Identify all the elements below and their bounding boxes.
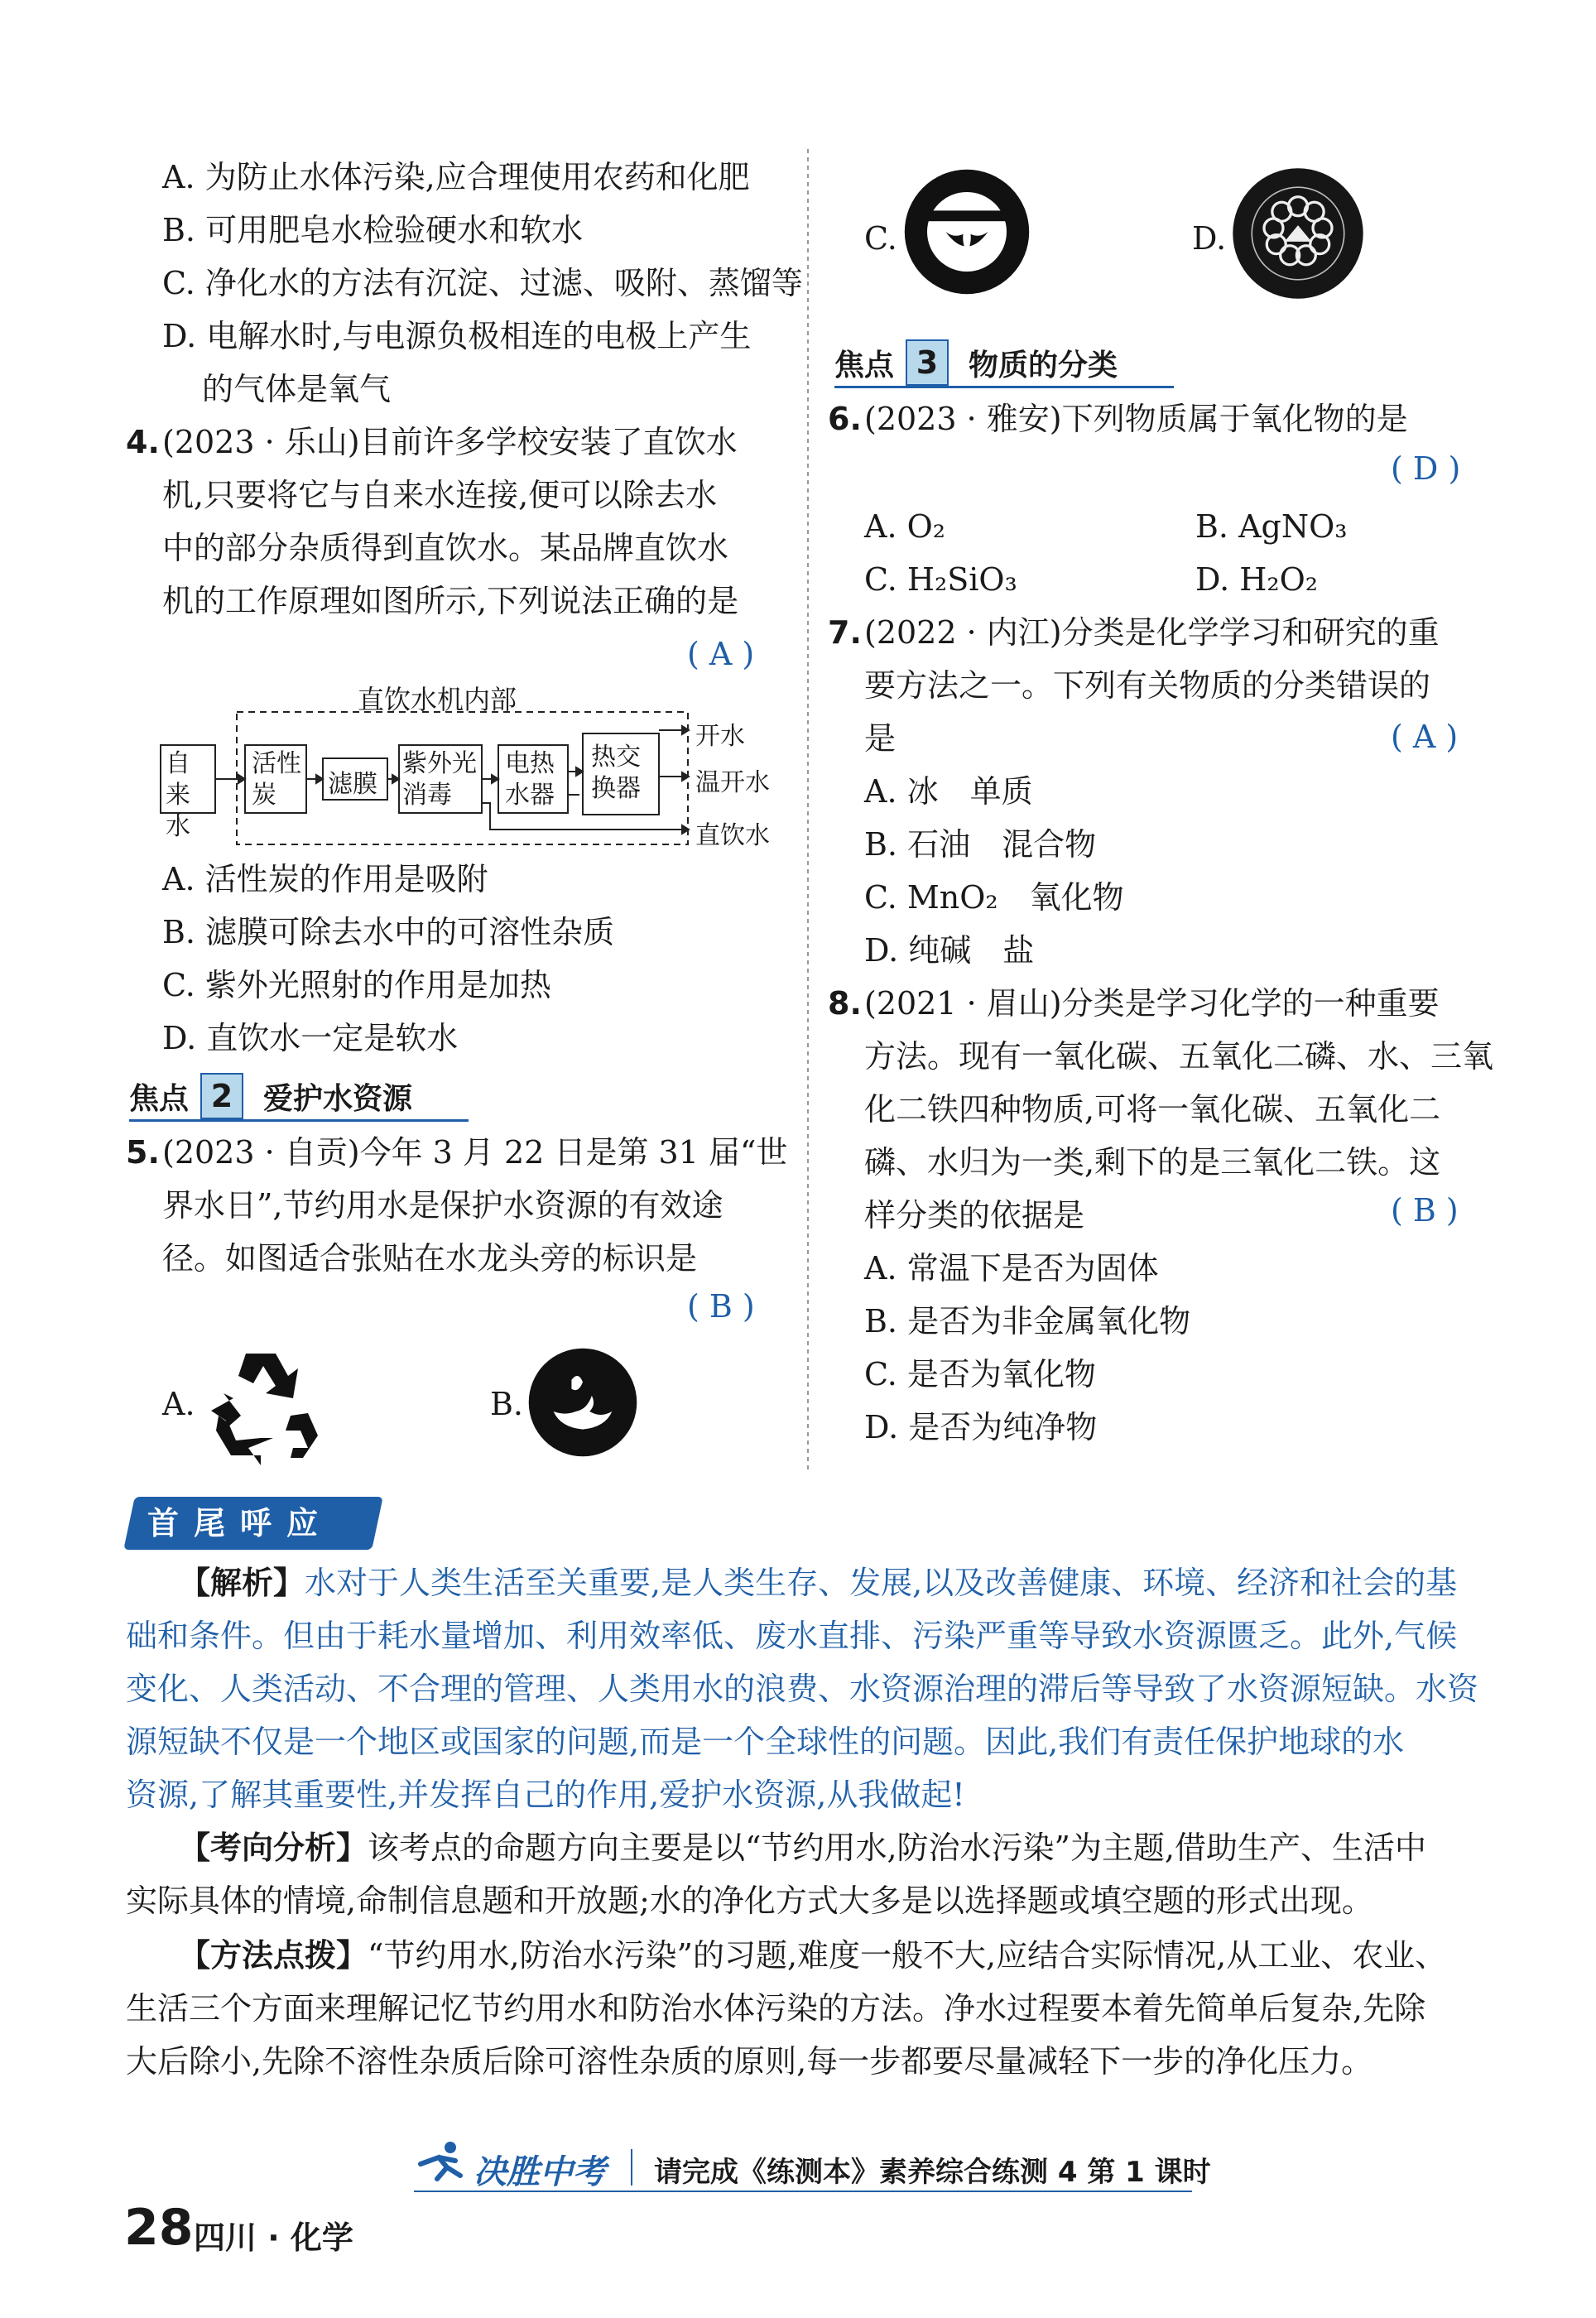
q6-option-b: B. AgNO₃ (1195, 508, 1348, 545)
q5-option-c-label: C. (864, 220, 897, 257)
q6-option-c: C. H₂SiO₃ (864, 561, 1017, 598)
diagram-output-boiling: 开水 (695, 722, 745, 751)
q6-answer: ( D ) (1391, 450, 1461, 487)
q8-answer: ( B ) (1391, 1192, 1459, 1229)
analysis-line-4: 源短缺不仅是一个地区或国家的问题,而是一个全球性的问题。因此,我们有责任保护地球的水 (126, 1724, 1405, 1760)
q3-option-d-cont: 的气体是氧气 (202, 371, 392, 407)
method-line-1: “节约用水,防治水污染”的习题,难度一般不大,应结合实际情况,从工业、农业、 (368, 1937, 1447, 1974)
analysis-line-2: 础和条件。但由于耗水量增加、利用效率低、废水直排、污染严重等导致水资源匮乏。此外,气候 (126, 1618, 1458, 1654)
footer-separator (631, 2149, 632, 2186)
q8-option-c: C. 是否为氧化物 (864, 1356, 1096, 1392)
q5-option-d-label: D. (1192, 220, 1227, 257)
method-line-3: 大后除小,先除不溶性杂质后除可溶性杂质的原则,每一步都要尽量减轻下一步的净化压力。 (126, 2043, 1373, 2080)
focus-3-underline (834, 386, 1174, 388)
q7-option-c: C. MnO₂ 氧化物 (864, 879, 1124, 916)
exam-line-2: 实际具体的情境,命制信息题和开放题;水的净化方式大多是以选择题或填空题的形式出现。 (126, 1883, 1373, 1919)
page-number: 28 (124, 2199, 194, 2257)
focus-3-title: 物质的分类 (969, 348, 1118, 382)
focus-3-label: 焦点 (834, 348, 895, 382)
q7-option-a: A. 冰 单质 (864, 773, 1033, 810)
analysis-line-1: 水对于人类生活至关重要,是人类生存、发展,以及改善健康、环境、经济和社会的基 (305, 1565, 1458, 1601)
q3-option-b: B. 可用肥皂水检验硬水和软水 (162, 212, 584, 248)
q8-line-4: 磷、水归为一类,剩下的是三氧化二铁。这 (864, 1144, 1441, 1181)
q7-option-d: D. 纯碱 盐 (864, 932, 1035, 969)
exam-paragraph (126, 1821, 1483, 1927)
q3-option-a: A. 为防止水体污染,应合理使用农药和化肥 (162, 159, 750, 195)
china-environmental-label-icon (1230, 166, 1366, 305)
q4-option-d: D. 直饮水一定是软水 (162, 1020, 459, 1056)
focus-2-underline (129, 1119, 469, 1122)
q5-option-a-label: A. (162, 1386, 195, 1422)
q8-option-a: A. 常温下是否为固体 (864, 1250, 1159, 1286)
q4-option-b: B. 滤膜可除去水中的可溶性杂质 (162, 914, 615, 950)
q8-line-2: 方法。现有一氧化碳、五氧化二磷、水、三氧 (864, 1038, 1494, 1075)
q8-option-d: D. 是否为纯净物 (864, 1409, 1098, 1445)
water-machine-diagram (159, 679, 788, 853)
q7-option-b: B. 石油 混合物 (864, 826, 1097, 863)
q5-line-3: 径。如图适合张贴在水龙头旁的标识是 (162, 1240, 698, 1277)
environmental-label-icon (901, 166, 1033, 301)
q4-line-3: 中的部分杂质得到直饮水。某品牌直饮水 (162, 530, 729, 566)
focus-2-number: 2 (200, 1073, 243, 1119)
focus-3-number: 3 (906, 339, 949, 386)
focus-2-title: 爱护水资源 (263, 1081, 413, 1116)
analysis-paragraph (126, 1556, 1483, 1821)
runner-icon (414, 2139, 472, 2192)
q8-line-3: 化二铁四种物质,可将一氧化碳、五氧化二 (864, 1091, 1441, 1128)
q6-option-a: A. O₂ (864, 508, 945, 545)
q7-line-2: 要方法之一。下列有关物质的分类错误的 (864, 667, 1431, 704)
q4-line-2: 机,只要将它与自来水连接,便可以除去水 (162, 477, 718, 513)
diagram-title: 直饮水机内部 (358, 684, 517, 715)
q7-line-3: 是 (864, 720, 897, 757)
analysis-line-5: 资源,了解其重要性,并发挥自己的作用,爱护水资源,从我做起! (126, 1777, 965, 1813)
q5-number: 5. (126, 1134, 160, 1171)
recycle-icon (199, 1341, 323, 1469)
q4-line-1: (2023 · 乐山)目前许多学校安装了直饮水 (162, 424, 738, 460)
q3-option-d: D. 电解水时,与电源负极相连的电极上产生 (162, 318, 752, 354)
method-line-2: 生活三个方面来理解记忆节约用水和防治水体污染的方法。净水过程要本着先简单后复杂,先除 (126, 1990, 1426, 2027)
diagram-box-tap-water: 自来水 (166, 749, 190, 841)
diagram-box-exchanger: 热交换器 (591, 743, 641, 803)
analysis-label: 【解析】 (179, 1564, 305, 1601)
diagram-box-carbon: 活性炭 (252, 749, 301, 810)
q4-option-a: A. 活性炭的作用是吸附 (162, 861, 488, 897)
focus-2-heading (129, 1073, 412, 1119)
q8-option-b: B. 是否为非金属氧化物 (864, 1303, 1191, 1339)
q6-number: 6. (828, 401, 862, 437)
water-drop-icon (526, 1346, 639, 1462)
subject-label: 四川 · 化学 (194, 2219, 353, 2256)
q4-answer: ( A ) (687, 636, 755, 672)
column-divider (807, 149, 809, 1474)
footer-brand: 决胜中考 (474, 2153, 606, 2191)
q5-option-b-label: B. (490, 1386, 524, 1422)
section-banner-title: 首尾呼应 (147, 1505, 334, 1541)
q7-number: 7. (828, 614, 862, 651)
q8-line-1: (2021 · 眉山)分类是学习化学的一种重要 (864, 985, 1440, 1022)
q5-line-2: 界水日”,节约用水是保护水资源的有效途 (162, 1187, 723, 1224)
focus-3-heading (834, 339, 1118, 386)
diagram-output-direct: 直饮水 (695, 821, 770, 850)
q5-line-1: (2023 · 自贡)今年 3 月 22 日是第 31 届“世 (162, 1134, 788, 1171)
q6-option-d: D. H₂O₂ (1195, 561, 1319, 598)
footer-note: 请完成《练测本》素养综合练测 4 第 1 课时 (654, 2156, 1211, 2189)
analysis-line-3: 变化、人类活动、不合理的管理、人类用水的浪费、水资源治理的滞后等导致了水资源短缺。水资 (126, 1671, 1479, 1707)
q5-answer: ( B ) (687, 1288, 755, 1325)
q6-line: (2023 · 雅安)下列物质属于氧化物的是 (864, 401, 1408, 437)
q7-answer: ( A ) (1391, 719, 1459, 755)
diagram-output-warm: 温开水 (695, 768, 770, 797)
q8-line-5: 样分类的依据是 (864, 1197, 1085, 1234)
focus-2-label: 焦点 (129, 1081, 190, 1116)
diagram-box-membrane: 滤膜 (328, 770, 377, 799)
diagram-box-heater: 电热水器 (505, 749, 555, 810)
method-label: 【方法点拨】 (179, 1936, 368, 1974)
q7-line-1: (2022 · 内江)分类是化学学习和研究的重 (864, 614, 1440, 651)
exam-line-1: 该考点的命题方向主要是以“节约用水,防治水污染”为主题,借助生产、生活中 (368, 1830, 1427, 1866)
q4-number: 4. (126, 424, 160, 460)
q8-number: 8. (828, 985, 862, 1022)
q3-option-c: C. 净化水的方法有沉淀、过滤、吸附、蒸馏等 (162, 265, 803, 301)
exam-label: 【考向分析】 (179, 1829, 368, 1866)
method-paragraph (126, 1929, 1483, 2088)
diagram-box-uv: 紫外光消毒 (402, 749, 477, 810)
q4-line-4: 机的工作原理如图所示,下列说法正确的是 (162, 583, 739, 619)
q4-option-c: C. 紫外光照射的作用是加热 (162, 967, 551, 1003)
